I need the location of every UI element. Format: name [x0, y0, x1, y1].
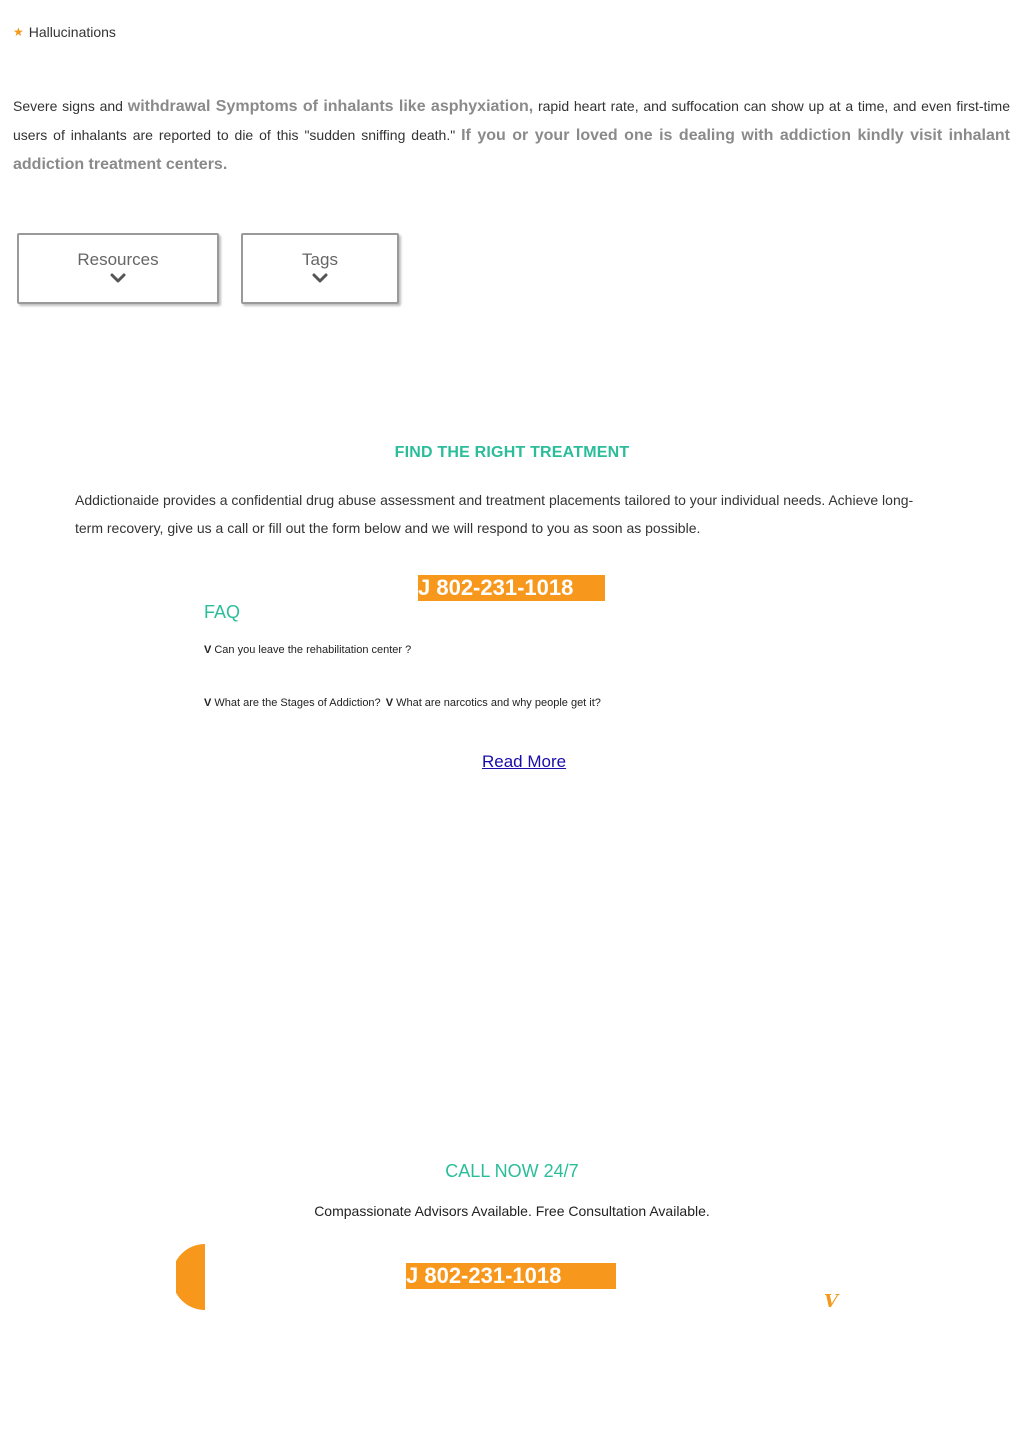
paragraph-highlight: If you or your loved one is dealing with addiction kindly visit inhalant addiction treatment centers. — [13, 127, 1010, 173]
phone-call-button[interactable]: J 802-231-1018 — [406, 1263, 616, 1289]
bullet-item — [13, 24, 116, 40]
tags-dropdown-button[interactable] — [241, 233, 399, 304]
faq-question: Can you leave the rehabilitation center ? — [214, 644, 412, 656]
star-icon: ★ — [13, 25, 24, 39]
read-more-link[interactable]: Read More — [482, 752, 567, 771]
faq-marker: V — [204, 697, 212, 709]
half-circle-decoration — [176, 1244, 205, 1310]
resources-dropdown-button[interactable] — [17, 233, 219, 304]
paragraph-highlight: withdrawal Symptoms of inhalants like asphyxiation, — [127, 98, 534, 115]
faq-item[interactable] — [204, 644, 411, 656]
bullet-text: Hallucinations — [28, 24, 116, 40]
intro-paragraph — [13, 92, 1010, 179]
paragraph-text: rapid heart rate, and suffocation can show up at a time, and even first-time users of inhalants are reported to die of this "sudden sniffing death." — [13, 98, 1010, 143]
faq-marker: V — [385, 697, 394, 709]
chevron-down-icon — [311, 272, 329, 284]
faq-marker: V — [204, 644, 212, 656]
call-heading: CALL NOW 24/7 — [445, 1161, 579, 1181]
tags-label: Tags — [302, 250, 338, 269]
faq-question: What are narcotics and why people get it? — [396, 697, 601, 709]
treatment-heading: FIND THE RIGHT TREATMENT — [394, 444, 630, 461]
chevron-down-icon — [109, 272, 127, 284]
phone-call-button[interactable]: J 802-231-1018 — [418, 575, 605, 601]
call-subtitle: Compassionate Advisors Available. Free Consultation Available. — [314, 1203, 710, 1219]
faq-item[interactable] — [204, 697, 601, 709]
paragraph-text: Severe signs and — [13, 98, 128, 114]
treatment-description: Addictionaide provides a confidential drug abuse assessment and treatment placements tailored to your individual needs. Achieve long-term recovery, give us a call or fill out the form below and we will respond to you as soon as possible. — [75, 492, 914, 536]
resources-label: Resources — [77, 250, 159, 269]
v-mark-icon: V — [824, 1291, 838, 1312]
faq-question: What are the Stages of Addiction? — [214, 697, 381, 709]
faq-heading: FAQ — [204, 602, 241, 622]
